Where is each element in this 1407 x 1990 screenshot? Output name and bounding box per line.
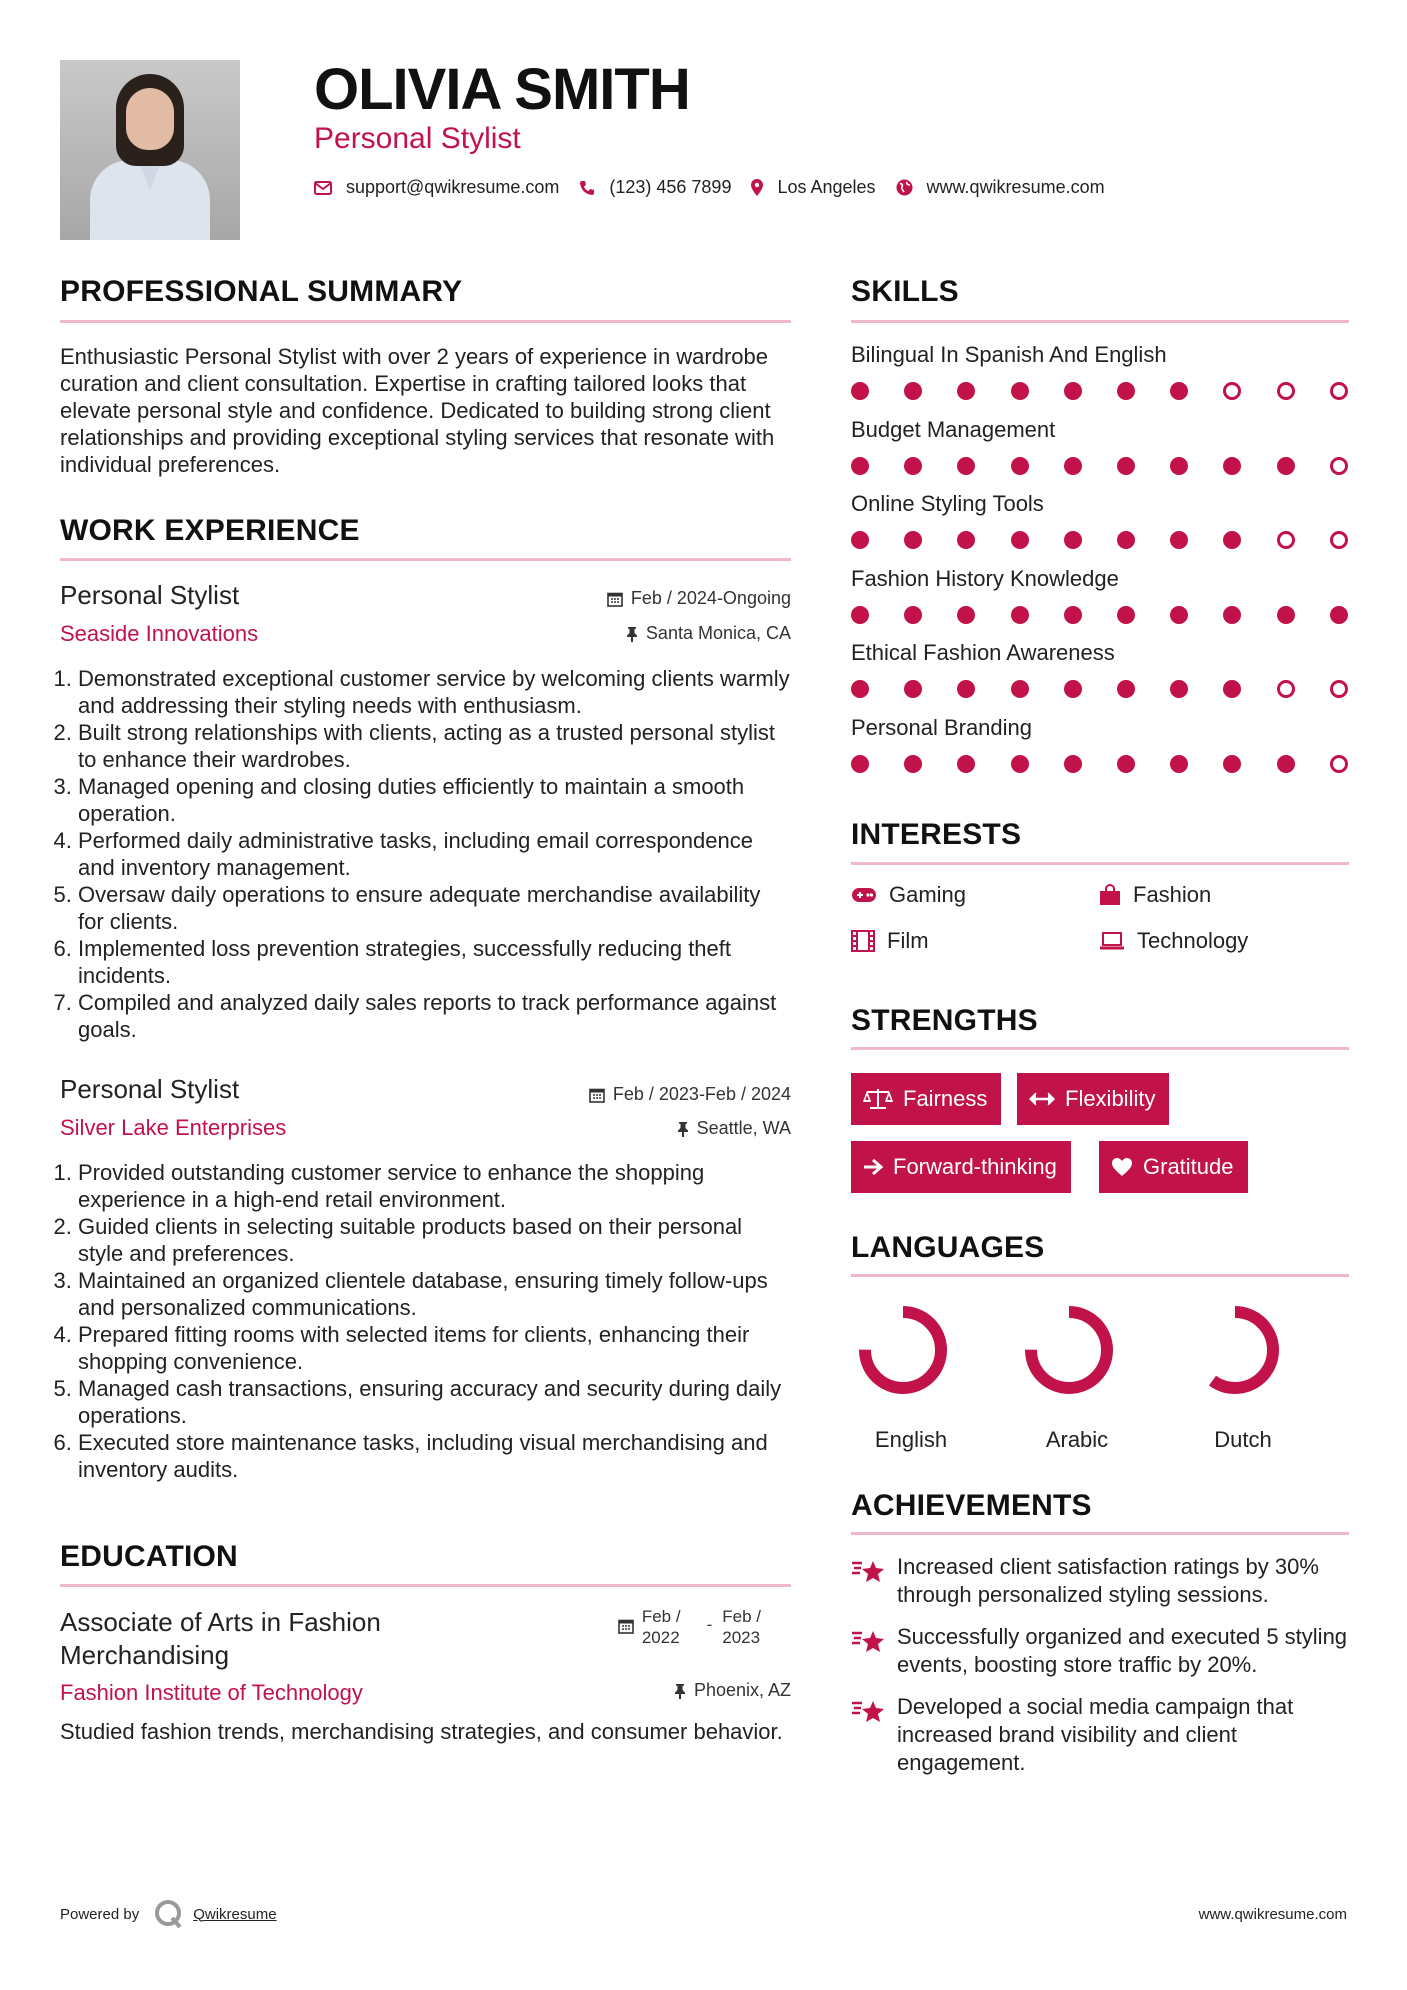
summary-divider: [60, 320, 791, 323]
interest-item: [1099, 882, 1211, 908]
rating-dot-filled: [851, 531, 869, 549]
job-company: Silver Lake Enterprises: [60, 1115, 287, 1140]
rating-dot-filled: [851, 606, 869, 624]
powered-by-text: Powered by: [60, 1905, 140, 1923]
language-ring: [851, 1300, 971, 1400]
rating-dot-filled: [957, 457, 975, 475]
skill-name: Online Styling Tools: [851, 491, 1044, 517]
rating-dot-empty: [1330, 382, 1348, 400]
language-level-arc: [1031, 1312, 1107, 1388]
education-start: [642, 1606, 681, 1648]
job-bullet: 5. Managed cash transactions, ensuring accuracy and security during daily operations.: [78, 1375, 791, 1429]
rating-dot-filled: [1277, 755, 1295, 773]
skill-name: Personal Branding: [851, 715, 1033, 740]
calendar-icon: [607, 591, 623, 607]
rating-dot-filled: [957, 606, 975, 624]
rating-dot-filled: [1223, 755, 1241, 773]
language-level-arc: [1197, 1312, 1273, 1388]
summary-text: Enthusiastic Personal Stylist with over 2 years of experience in wardrobe curation and client consultation. Expertise in crafting tailored looks that elevate personal style and confidence. Dedicated to building strong client relationships and providing exceptional styling services that resonate with individual preferences.: [60, 344, 775, 477]
job-location-text: Santa Monica, CA: [645, 623, 791, 643]
job-entry: [60, 580, 791, 1043]
rating-dot-filled: [1223, 531, 1241, 549]
achievements-divider: [851, 1532, 1349, 1535]
rating-dot-filled: [1011, 755, 1029, 773]
calendar-icon: [589, 1087, 605, 1103]
gamepad-icon: [851, 887, 877, 903]
strengths-divider: [851, 1047, 1349, 1050]
strength-badge: [1017, 1073, 1169, 1125]
rating-dot-filled: [1223, 680, 1241, 698]
skill-item: [851, 640, 1349, 700]
skill-item: [851, 715, 1349, 775]
strength-label: Gratitude: [1143, 1154, 1234, 1179]
interest-label: Technology: [1137, 928, 1249, 953]
interest-item: [1099, 928, 1248, 954]
skill-rating: [851, 755, 1349, 775]
globe-icon: [896, 179, 913, 196]
experience-heading: WORK EXPERIENCE: [60, 514, 360, 547]
rating-dot-filled: [1170, 755, 1188, 773]
start-month: Feb /: [641, 1607, 681, 1626]
brand-link[interactable]: Qwikresume: [193, 1905, 277, 1923]
skill-rating: [851, 531, 1349, 551]
film-icon: [851, 930, 875, 952]
language-name: English: [874, 1427, 948, 1452]
job-location-text: Seattle, WA: [696, 1118, 791, 1138]
skill-item: [851, 566, 1349, 626]
pushpin-icon: [674, 1683, 686, 1699]
rating-dot-filled: [1064, 680, 1082, 698]
education-end: [722, 1606, 761, 1648]
pushpin-icon: [626, 626, 638, 642]
language-item: [1183, 1300, 1303, 1453]
rating-dot-filled: [1117, 680, 1135, 698]
achievement-text: Increased client satisfaction ratings by 30% through personalized styling sessions.: [897, 1554, 1319, 1607]
job-location: [626, 623, 791, 644]
skill-rating: [851, 382, 1349, 402]
job-bullet: 1. Provided outstanding customer service to enhance the shopping experience in a high-end retail environment.: [78, 1159, 791, 1213]
rating-dot-filled: [1330, 606, 1348, 624]
language-name: Arabic: [1045, 1427, 1109, 1452]
rating-dot-filled: [904, 680, 922, 698]
date-separator: -: [706, 1615, 713, 1634]
languages-heading: LANGUAGES: [851, 1231, 1045, 1264]
footer-powered-by: [60, 1898, 277, 1930]
interest-item: [851, 882, 966, 908]
skills-divider: [851, 320, 1349, 323]
rating-dot-filled: [957, 531, 975, 549]
shooting-star-icon: [851, 1557, 885, 1585]
start-year: 2022: [641, 1628, 680, 1647]
rating-dot-empty: [1277, 382, 1295, 400]
contact-email[interactable]: [314, 177, 559, 198]
interest-label: Gaming: [889, 882, 967, 907]
language-name: Dutch: [1214, 1427, 1272, 1452]
rating-dot-filled: [1064, 755, 1082, 773]
rating-dot-filled: [904, 606, 922, 624]
rating-dot-filled: [1170, 457, 1188, 475]
profile-photo: [60, 60, 240, 240]
strength-badge: [851, 1073, 1001, 1125]
job-bullets: [60, 1159, 791, 1483]
job-bullet: 5. Oversaw daily operations to ensure adequate merchandise availability for clients.: [78, 881, 791, 935]
skill-name: Ethical Fashion Awareness: [851, 640, 1115, 666]
interest-label: Fashion: [1133, 882, 1212, 907]
map-marker-icon: [751, 179, 763, 196]
strength-badge: [1099, 1141, 1248, 1193]
end-year: 2023: [722, 1628, 761, 1647]
summary-heading: PROFESSIONAL SUMMARY: [60, 275, 463, 308]
rating-dot-filled: [904, 531, 922, 549]
rating-dot-filled: [1277, 606, 1295, 624]
rating-dot-filled: [1117, 755, 1135, 773]
rating-dot-filled: [851, 755, 869, 773]
rating-dot-filled: [1064, 531, 1082, 549]
achievement-item: [851, 1553, 1351, 1609]
skill-item: [851, 342, 1349, 402]
skill-name: Fashion History Knowledge: [851, 565, 1119, 591]
rating-dot-filled: [1223, 606, 1241, 624]
achievement-text: Successfully organized and executed 5 styling events, boosting store traffic by 20%.: [897, 1624, 1348, 1677]
education-entry: [60, 1606, 791, 1745]
contact-location: [751, 177, 875, 198]
strength-label: Flexibility: [1065, 1086, 1156, 1111]
email-text: support@qwikresume.com: [346, 177, 560, 197]
job-bullet: 2. Guided clients in selecting suitable products based on their personal style and preferences.: [78, 1213, 791, 1267]
rating-dot-filled: [1117, 606, 1135, 624]
skill-name: Bilingual In Spanish And English: [851, 342, 1167, 367]
degree: Associate of Arts in Fashion Merchandising: [60, 1607, 381, 1670]
rating-dot-empty: [1330, 755, 1348, 773]
rating-dot-filled: [1011, 680, 1029, 698]
rating-dot-filled: [904, 457, 922, 475]
skill-item: [851, 491, 1349, 551]
rating-dot-filled: [1170, 531, 1188, 549]
language-item: [851, 1300, 971, 1453]
rating-dot-filled: [1064, 457, 1082, 475]
job-bullet: 6. Executed store maintenance tasks, including visual merchandising and inventory audits.: [78, 1429, 791, 1483]
strength-label: Fairness: [903, 1086, 988, 1111]
strength-badge: [851, 1141, 1071, 1193]
job-dates: [607, 588, 791, 609]
language-ring: [1017, 1300, 1137, 1400]
contact-website[interactable]: [896, 177, 1105, 198]
balance-scale-icon: [863, 1088, 893, 1110]
skill-item: [851, 417, 1349, 477]
education-location: [674, 1680, 791, 1701]
rating-dot-empty: [1330, 680, 1348, 698]
skill-rating: [851, 457, 1349, 477]
interests-divider: [851, 862, 1349, 865]
job-bullets: [60, 665, 791, 1043]
end-month: Feb /: [722, 1607, 761, 1626]
rating-dot-empty: [1277, 531, 1295, 549]
interest-item: [851, 928, 929, 954]
rating-dot-filled: [851, 382, 869, 400]
skill-rating: [851, 680, 1349, 700]
candidate-title: Personal Stylist: [314, 122, 521, 155]
achievement-item: [851, 1693, 1351, 1777]
skills-heading: SKILLS: [851, 275, 959, 308]
education-divider: [60, 1584, 791, 1587]
job-bullet: 3. Maintained an organized clientele database, ensuring timely follow-ups and personalized communications.: [78, 1267, 791, 1321]
languages-divider: [851, 1274, 1349, 1277]
job-entry: [60, 1074, 791, 1483]
rating-dot-empty: [1330, 457, 1348, 475]
language-ring: [1183, 1300, 1303, 1400]
interest-label: Film: [887, 928, 929, 953]
rating-dot-filled: [957, 755, 975, 773]
job-company: Seaside Innovations: [60, 621, 259, 646]
rating-dot-filled: [1170, 680, 1188, 698]
job-location: [677, 1118, 791, 1139]
rating-dot-filled: [1011, 606, 1029, 624]
envelope-icon: [314, 181, 332, 195]
achievement-text: Developed a social media campaign that increased brand visibility and client engagement.: [897, 1694, 1294, 1775]
candidate-name: OLIVIA SMITH: [314, 57, 690, 122]
language-item: [1017, 1300, 1137, 1453]
phone-text: (123) 456 7899: [609, 177, 732, 197]
skill-name: Budget Management: [851, 416, 1056, 442]
footer-website[interactable]: www.qwikresume.com: [1198, 1906, 1347, 1923]
rating-dot-filled: [957, 680, 975, 698]
phone-icon: [579, 180, 595, 196]
job-dates-text: Feb / 2024-Ongoing: [630, 588, 791, 608]
education-dates: [618, 1606, 761, 1648]
rating-dot-filled: [1117, 382, 1135, 400]
website-text: www.qwikresume.com: [926, 177, 1105, 197]
rating-dot-filled: [1117, 457, 1135, 475]
shooting-star-icon: [851, 1627, 885, 1655]
qwikresume-logo-icon: [153, 1898, 185, 1930]
rating-dot-filled: [904, 755, 922, 773]
rating-dot-filled: [1064, 382, 1082, 400]
rating-dot-filled: [957, 382, 975, 400]
education-location-text: Phoenix, AZ: [693, 1680, 791, 1700]
rating-dot-empty: [1223, 382, 1241, 400]
job-bullet: 6. Implemented loss prevention strategies, successfully reducing theft incidents.: [78, 935, 791, 989]
achievements-heading: ACHIEVEMENTS: [851, 1489, 1092, 1522]
job-dates: [589, 1084, 791, 1105]
strength-label: Forward-thinking: [893, 1154, 1057, 1179]
education-description: Studied fashion trends, merchandising strategies, and consumer behavior.: [60, 1719, 783, 1744]
skill-rating: [851, 606, 1349, 626]
rating-dot-filled: [1011, 457, 1029, 475]
heart-icon: [1111, 1157, 1133, 1177]
location-text: Los Angeles: [777, 177, 876, 197]
interests-heading: INTERESTS: [851, 818, 1022, 851]
rating-dot-filled: [904, 382, 922, 400]
contact-bar: [314, 177, 1125, 198]
language-level-arc: [865, 1312, 941, 1388]
school: Fashion Institute of Technology: [60, 1680, 363, 1705]
rating-dot-filled: [851, 457, 869, 475]
job-bullet: 2. Built strong relationships with clients, acting as a trusted personal stylist to enhance their wardrobes.: [78, 719, 791, 773]
rating-dot-filled: [1011, 531, 1029, 549]
experience-divider: [60, 558, 791, 561]
arrow-right-icon: [863, 1158, 883, 1176]
achievement-item: [851, 1623, 1351, 1679]
calendar-icon: [618, 1618, 634, 1634]
job-bullet: 4. Performed daily administrative tasks, including email correspondence and inventory management.: [78, 827, 791, 881]
pushpin-icon: [677, 1121, 689, 1137]
job-bullet: 3. Managed opening and closing duties efficiently to maintain a smooth operation.: [78, 773, 791, 827]
rating-dot-filled: [1170, 382, 1188, 400]
shopping-bag-icon: [1099, 884, 1121, 906]
job-title: Personal Stylist: [60, 580, 240, 610]
rating-dot-empty: [1277, 680, 1295, 698]
education-heading: EDUCATION: [60, 1540, 238, 1573]
job-bullet: 4. Prepared fitting rooms with selected items for clients, enhancing their shopping convenience.: [78, 1321, 791, 1375]
rating-dot-filled: [851, 680, 869, 698]
laptop-icon: [1099, 931, 1125, 951]
job-dates-text: Feb / 2023-Feb / 2024: [612, 1084, 791, 1104]
rating-dot-filled: [1117, 531, 1135, 549]
rating-dot-filled: [1223, 457, 1241, 475]
rating-dot-filled: [1277, 457, 1295, 475]
shooting-star-icon: [851, 1697, 885, 1725]
rating-dot-filled: [1064, 606, 1082, 624]
job-bullet: 1. Demonstrated exceptional customer service by welcoming clients warmly and addressing their styling needs with enthusiasm.: [78, 665, 791, 719]
contact-phone[interactable]: [579, 177, 731, 198]
rating-dot-empty: [1330, 531, 1348, 549]
arrows-horizontal-icon: [1029, 1092, 1055, 1106]
job-title: Personal Stylist: [60, 1074, 240, 1104]
strengths-heading: STRENGTHS: [851, 1004, 1038, 1037]
rating-dot-filled: [1011, 382, 1029, 400]
rating-dot-filled: [1170, 606, 1188, 624]
job-bullet: 7. Compiled and analyzed daily sales reports to track performance against goals.: [78, 989, 791, 1043]
